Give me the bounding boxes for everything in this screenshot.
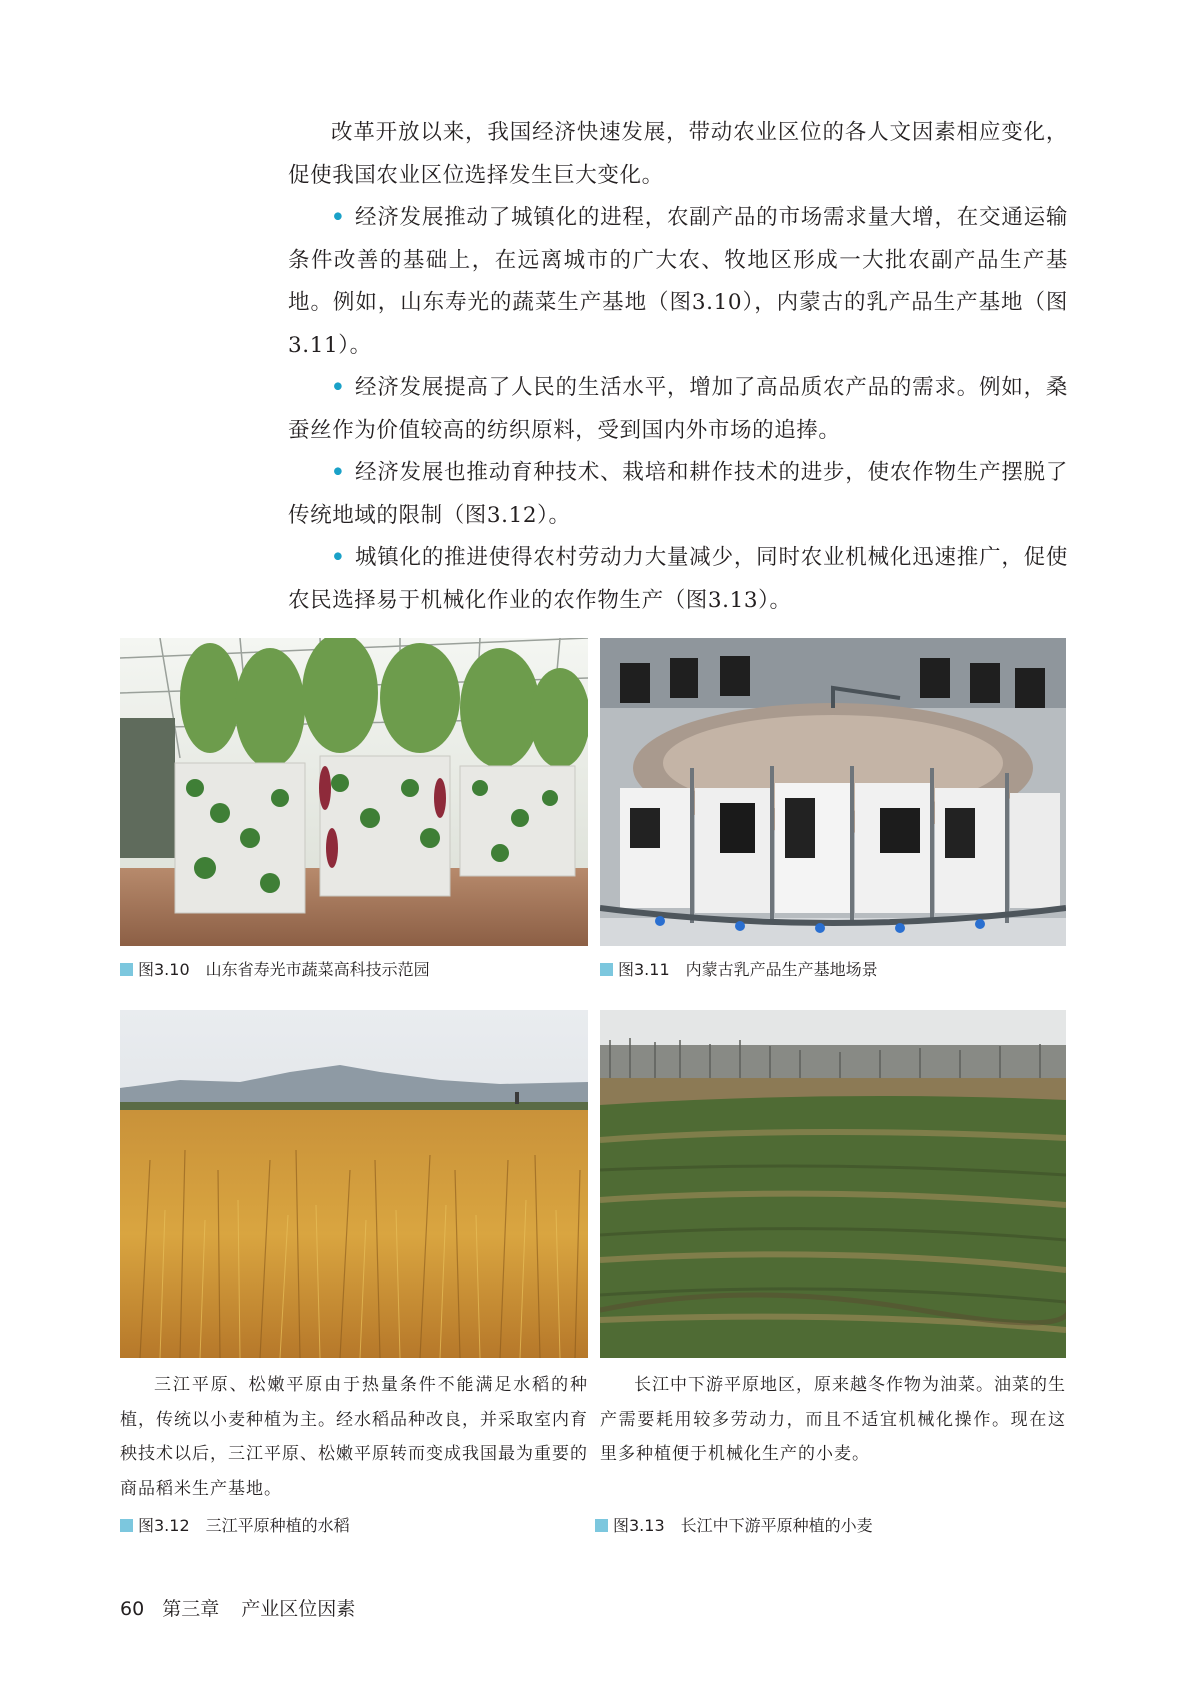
bullet-text-1: 经济发展推动了城镇化的进程，农副产品的市场需求量大增，在交通运输条件改善的基础上，在远离城市的广大农、牧地区形成一大批农副产品生产基地。例如，山东寿光的蔬菜生产基地（图3.10），内蒙古的乳产品生产基地（图3.11）。: [288, 205, 1068, 358]
page-number: 60: [120, 1598, 145, 1620]
bullet-paragraph-4: [288, 537, 1068, 622]
figure-3-10-caption-text: 图3.10 山东省寿光市蔬菜高科技示范园: [138, 960, 430, 979]
page-footer: [120, 1594, 355, 1621]
bullet-text-3: 经济发展也推动育种技术、栽培和耕作技术的进步，使农作物生产摆脱了传统地域的限制（图3.12）。: [288, 460, 1068, 528]
dairy-milking-photo: [600, 638, 1066, 946]
figure-3-11-caption-text: 图3.11 内蒙古乳产品生产基地场景: [618, 960, 878, 979]
caption-square-icon: [120, 1519, 133, 1532]
intro-paragraph: 改革开放以来，我国经济快速发展，带动农业区位的各人文因素相应变化，促使我国农业区位选择发生巨大变化。: [288, 120, 1068, 188]
bullet-text-2: 经济发展提高了人民的生活水平，增加了高品质农产品的需求。例如，桑蚕丝作为价值较高的纺织原料，受到国内外市场的追捧。: [288, 375, 1068, 443]
wheat-field-photo: [600, 1010, 1066, 1358]
figure-3-12-caption: [120, 1516, 350, 1536]
caption-square-icon: [595, 1519, 608, 1532]
figure-3-12-caption-text: 图3.12 三江平原种植的水稻: [138, 1516, 350, 1535]
figure-3-12-note-text: 三江平原、松嫩平原由于热量条件不能满足水稻的种植，传统以小麦种植为主。经水稻品种改良，并采取室内育秧技术以后，三江平原、松嫩平原转而变成我国最为重要的商品稻米生产基地。: [120, 1375, 588, 1499]
figure-3-13-note-text: 长江中下游平原地区，原来越冬作物为油菜。油菜的生产需要耗用较多劳动力，而且不适宜机械化操作。现在这里多种植便于机械化生产的小麦。: [600, 1375, 1066, 1464]
caption-square-icon: [120, 963, 133, 976]
figure-3-13-caption-text: 图3.13 长江中下游平原种植的小麦: [613, 1516, 873, 1535]
figure-3-10-caption: [120, 960, 430, 980]
caption-square-icon: [600, 963, 613, 976]
figure-3-13-caption: [595, 1516, 873, 1536]
bullet-dot-icon: •: [331, 375, 346, 400]
rice-field-photo: [120, 1010, 588, 1358]
bullet-paragraph-1: [288, 197, 1068, 367]
bullet-dot-icon: •: [331, 545, 346, 570]
bullet-paragraph-3: [288, 452, 1068, 537]
chapter-label: 第三章: [162, 1598, 220, 1620]
bullet-dot-icon: •: [331, 205, 346, 230]
chapter-title: 产业区位因素: [241, 1598, 356, 1620]
figure-3-13-note: [600, 1368, 1066, 1472]
figure-3-11-caption: [600, 960, 878, 980]
bullet-paragraph-2: [288, 367, 1068, 452]
body-text: [288, 112, 1068, 622]
figure-3-12-note: [120, 1368, 588, 1506]
bullet-dot-icon: •: [331, 460, 346, 485]
greenhouse-vegetable-photo: [120, 638, 588, 946]
bullet-text-4: 城镇化的推进使得农村劳动力大量减少，同时农业机械化迅速推广，促使农民选择易于机械化作业的农作物生产（图3.13）。: [288, 545, 1068, 613]
